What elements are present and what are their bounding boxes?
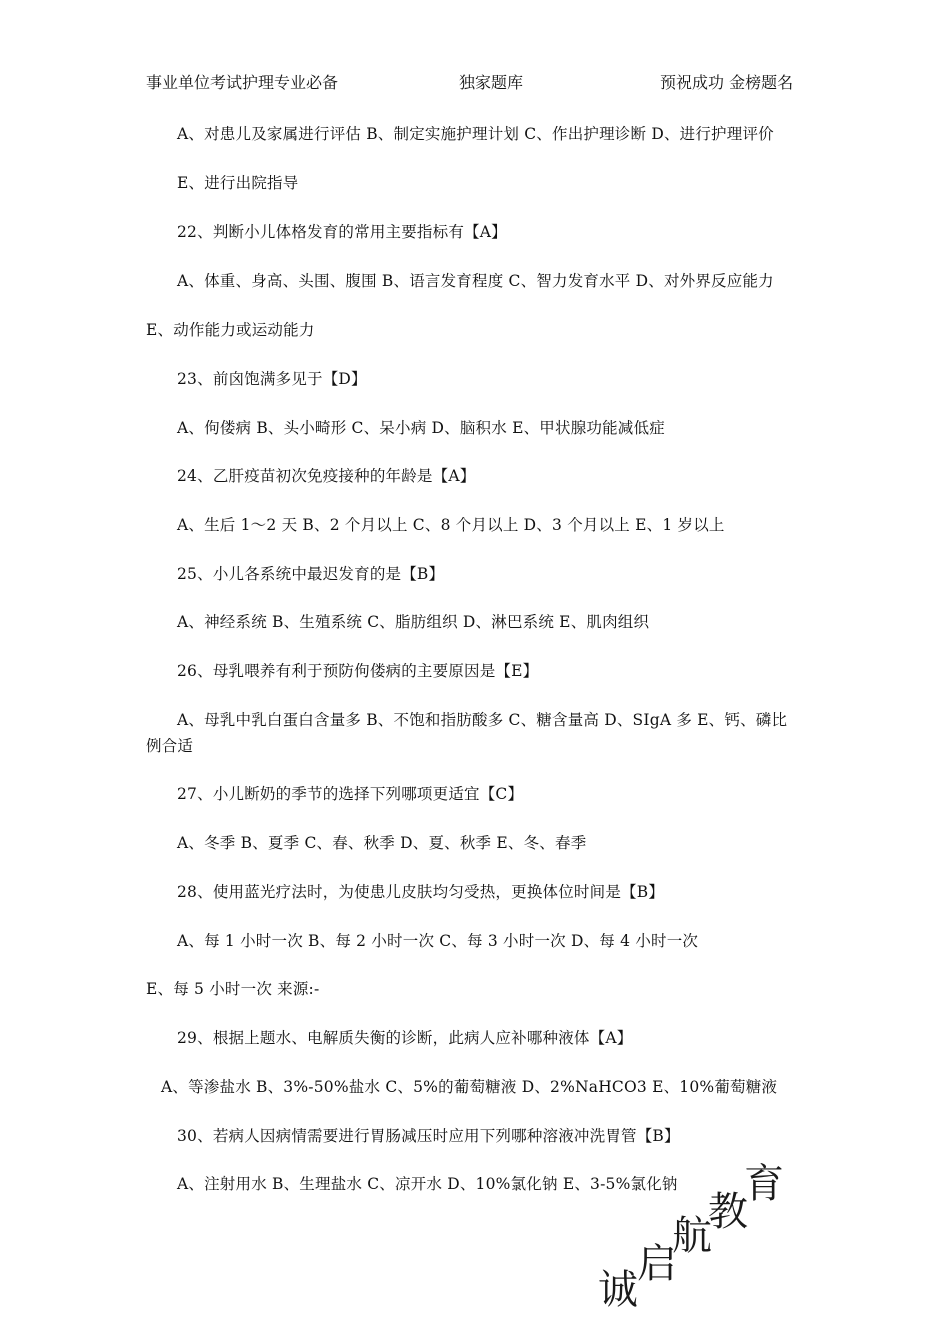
header-left-text: 事业单位考试护理专业必备 [146,73,339,92]
question-line: 24、乙肝疫苗初次免疫接种的年龄是【A】 [177,467,476,485]
watermark-char: 育 [744,1161,784,1207]
watermark-char: 航 [672,1213,712,1259]
option-line: A、每 1 小时一次 B、每 2 小时一次 C、每 3 小时一次 D、每 4 小时一次 [177,932,699,950]
option-line: A、注射用水 B、生理盐水 C、凉开水 D、10%氯化钠 E、3-5%氯化钠 [177,1175,678,1193]
watermark-char: 教 [708,1189,748,1235]
question-line: 23、前囟饱满多见于【D】 [177,370,367,388]
watermark-char: 启 [637,1241,677,1287]
question-line: 25、小儿各系统中最迟发育的是【B】 [177,565,445,583]
header-right-text: 预祝成功 金榜题名 [660,73,794,92]
option-line: E、进行出院指导 [177,174,299,192]
option-line: A、对患儿及家属进行评估 B、制定实施护理计划 C、作出护理诊断 D、进行护理评价 [177,125,774,143]
question-line: 27、小儿断奶的季节的选择下列哪项更适宜【C】 [177,785,524,803]
question-line: 22、判断小儿体格发育的常用主要指标有【A】 [177,223,507,241]
question-line: 26、母乳喂养有利于预防佝偻病的主要原因是【E】 [177,662,539,680]
option-line: A、体重、身高、头围、腹围 B、语言发育程度 C、智力发育水平 D、对外界反应能力 [177,272,774,290]
header-center-text: 独家题库 [459,73,524,92]
option-line: A、生后 1～2 天 B、2 个月以上 C、8 个月以上 D、3 个月以上 E、1 岁以上 [177,516,725,534]
option-line: A、等渗盐水 B、3%-50%盐水 C、5%的葡萄糖液 D、2%NaHCO3 E、10%葡萄糖液 [161,1078,778,1096]
option-line: A、佝偻病 B、头小畸形 C、呆小病 D、脑积水 E、甲状腺功能减低症 [177,419,665,437]
question-line: 29、根据上题水、电解质失衡的诊断，此病人应补哪种液体【A】 [177,1029,633,1047]
watermark-char: 诚 [598,1267,638,1313]
option-line-continued: 例合适 [146,737,194,755]
question-line: 28、使用蓝光疗法时，为使患儿皮肤均匀受热，更换体位时间是【B】 [177,883,665,901]
option-line: A、冬季 B、夏季 C、春、秋季 D、夏、秋季 E、冬、春季 [177,834,587,852]
option-line: E、每 5 小时一次 来源:- [146,980,320,998]
option-line: A、神经系统 B、生殖系统 C、脂肪组织 D、淋巴系统 E、肌肉组织 [177,613,650,631]
option-line: E、动作能力或运动能力 [146,321,315,339]
question-line: 30、若病人因病情需要进行胃肠减压时应用下列哪种溶液冲洗胃管【B】 [177,1127,680,1145]
option-line: A、母乳中乳白蛋白含量多 B、不饱和指肪酸多 C、糖含量高 D、SIgA 多 E、钙、磷比 [177,711,788,729]
